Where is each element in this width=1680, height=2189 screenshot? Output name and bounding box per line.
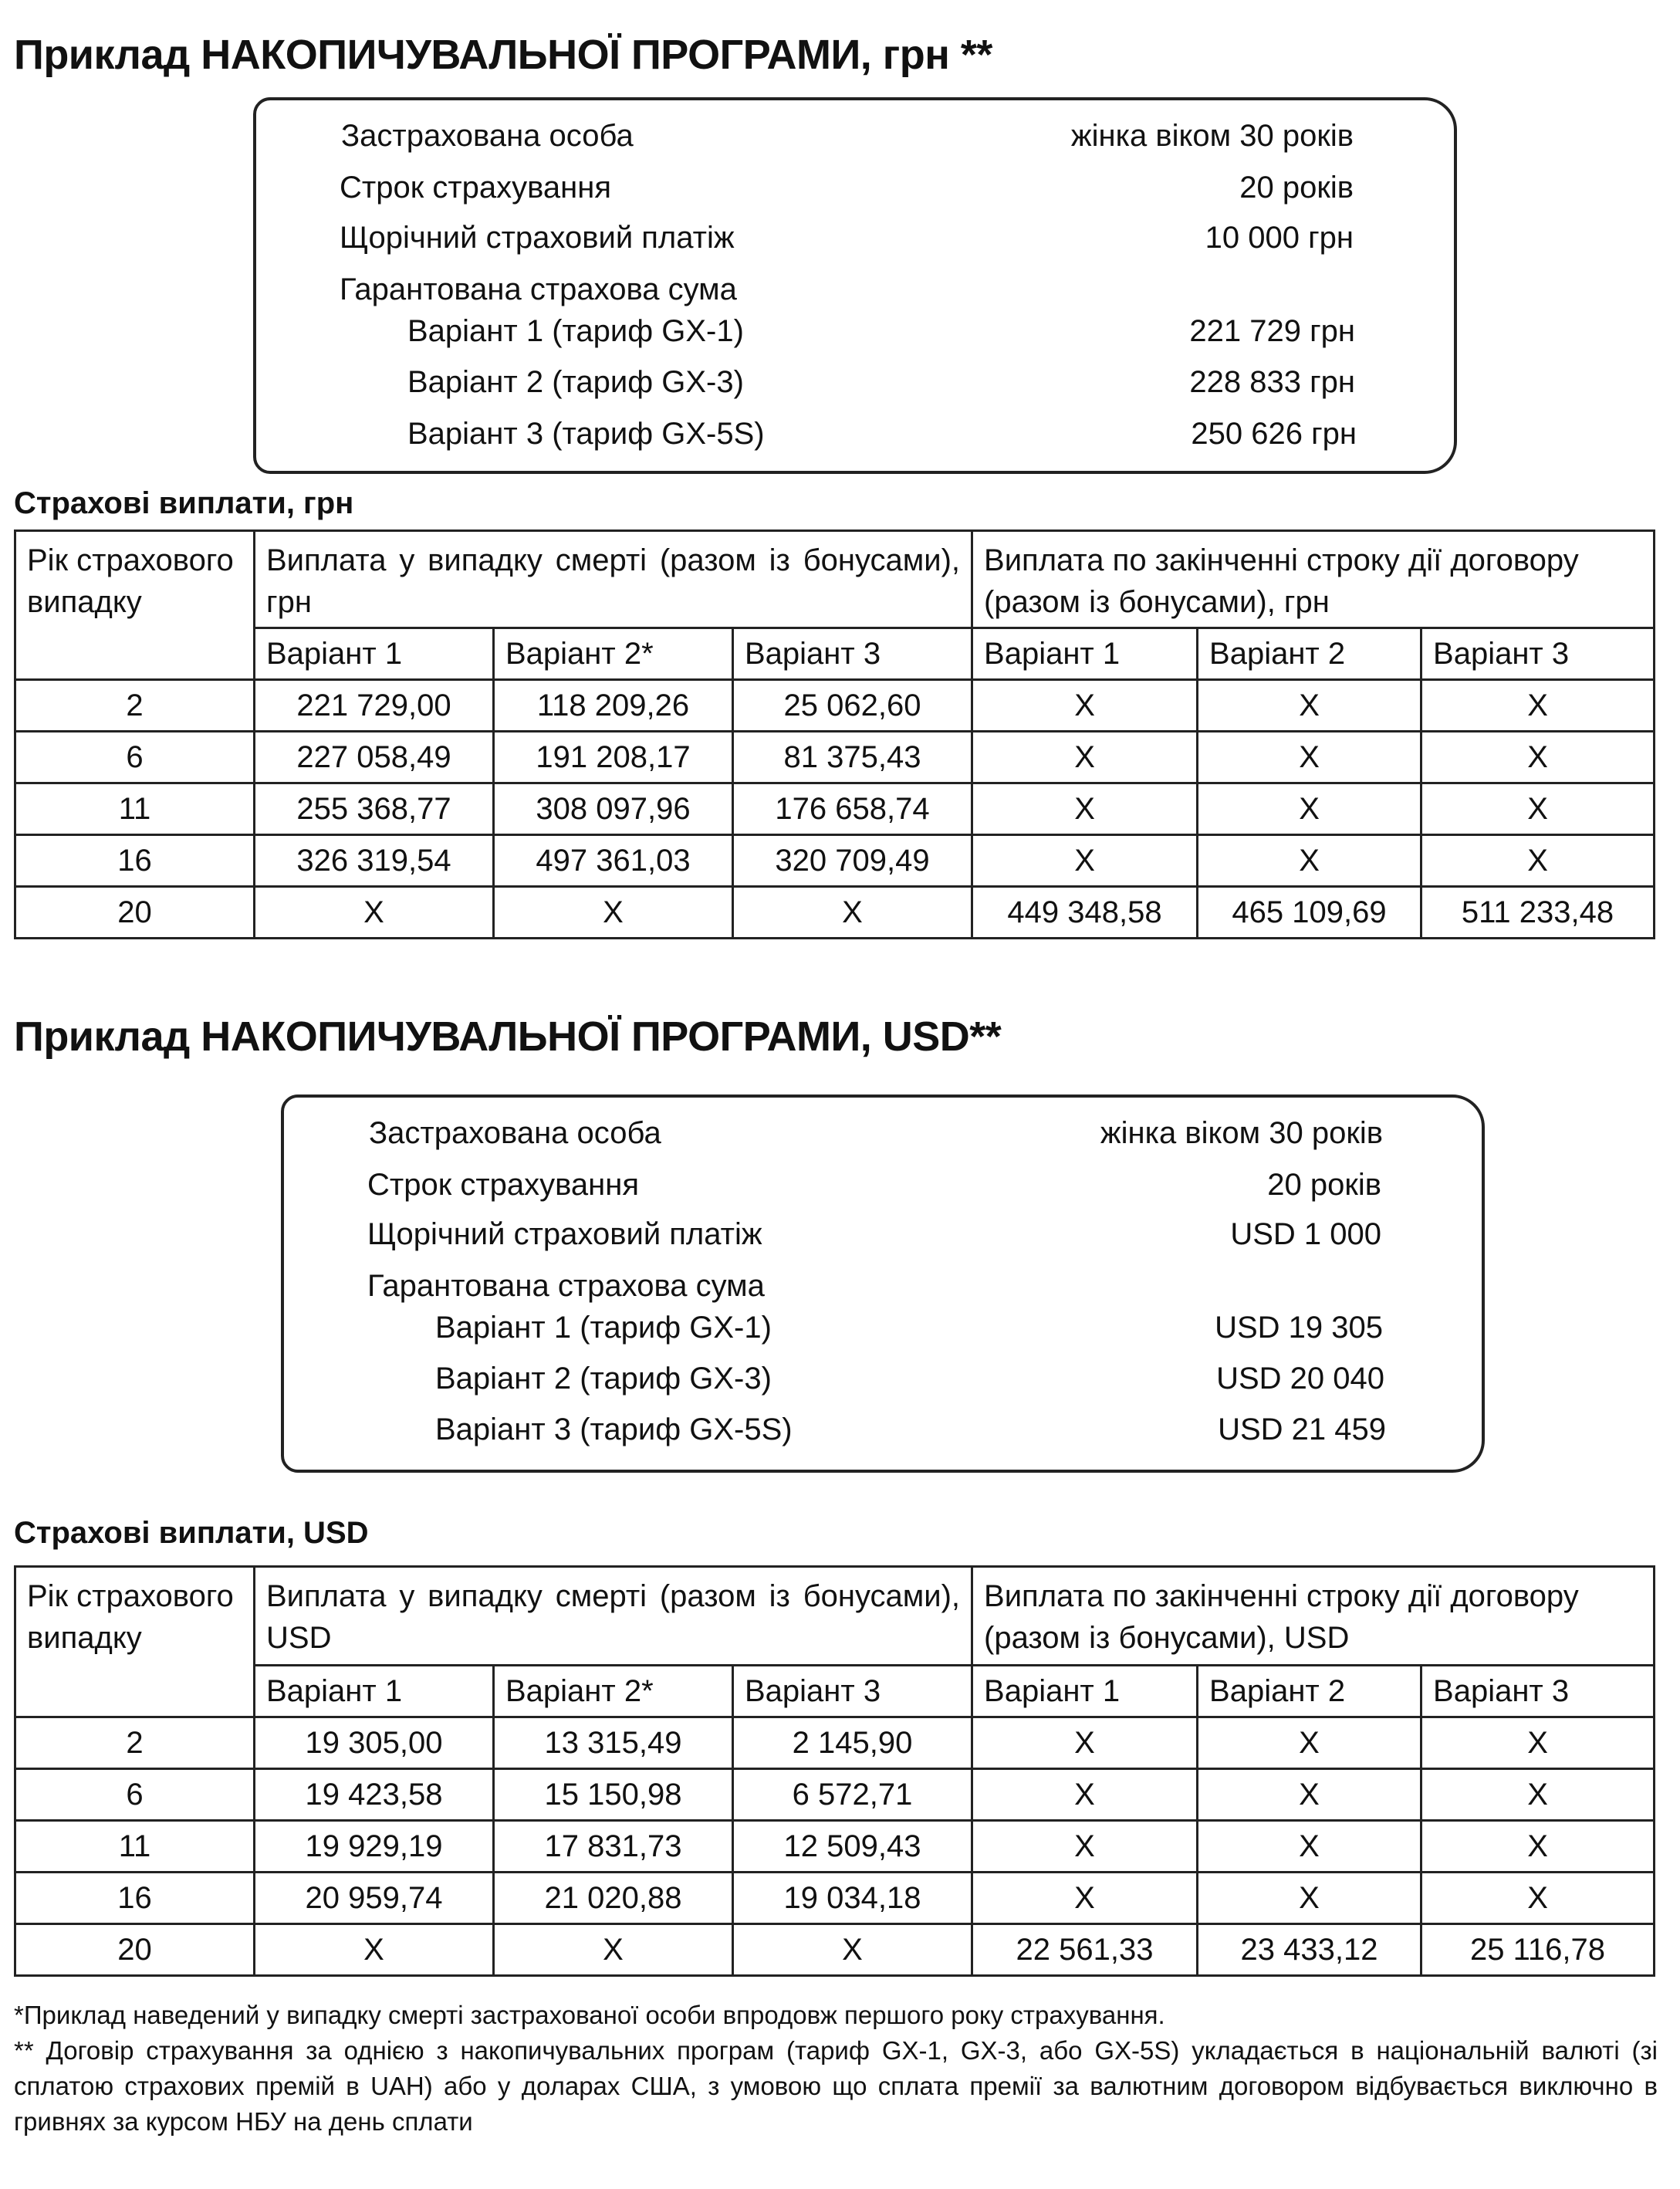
value-cell: X — [1198, 835, 1421, 887]
variant-header: Варіант 1 — [255, 1666, 494, 1717]
value-cell: X — [972, 732, 1198, 783]
table-row — [15, 680, 1655, 732]
value-cell: X — [972, 1821, 1198, 1873]
variant-value: 221 729 грн — [1189, 314, 1355, 348]
table-row — [15, 835, 1655, 887]
year-header: Рік страхового випадку — [15, 531, 255, 680]
value-cell: 19 423,58 — [255, 1769, 494, 1821]
payment-row — [256, 221, 1454, 267]
value-cell: X — [1421, 732, 1655, 783]
variant-header: Варіант 3 — [1421, 1666, 1655, 1717]
variant-row — [284, 1362, 1482, 1408]
value-cell: 19 305,00 — [255, 1717, 494, 1769]
value-cell: X — [1198, 732, 1421, 783]
value-cell: X — [1421, 680, 1655, 732]
payment-label: Щорічний страховий платіж — [340, 221, 735, 255]
term-row — [256, 171, 1454, 217]
value-cell: 221 729,00 — [255, 680, 494, 732]
payment-row — [284, 1217, 1482, 1264]
variant-header: Варіант 2* — [494, 1666, 733, 1717]
value-cell: 308 097,96 — [494, 783, 733, 835]
value-cell: X — [1198, 1717, 1421, 1769]
year-cell: 20 — [15, 1924, 255, 1976]
variant-label: Варіант 2 (тариф GX-3) — [435, 1362, 772, 1396]
variant-header: Варіант 1 — [972, 628, 1198, 680]
year-cell: 11 — [15, 783, 255, 835]
maturity-header: Виплата по закінченні строку дії договору (разом із бонусами), USD — [972, 1567, 1655, 1666]
value-cell: 227 058,49 — [255, 732, 494, 783]
usd-info-box — [281, 1094, 1485, 1473]
value-cell: X — [494, 1924, 733, 1976]
table-row — [15, 1924, 1655, 1976]
table-row — [15, 783, 1655, 835]
value-cell: 25 062,60 — [733, 680, 972, 732]
value-cell: X — [1198, 680, 1421, 732]
uah-info-box — [253, 97, 1457, 474]
value-cell: X — [255, 887, 494, 939]
value-cell: X — [1198, 1769, 1421, 1821]
uah-payouts-table — [14, 529, 1655, 939]
variant-value: USD 19 305 — [1215, 1311, 1383, 1345]
term-value: 20 років — [1239, 171, 1354, 205]
year-cell: 6 — [15, 732, 255, 783]
term-label: Строк страхування — [340, 171, 612, 205]
year-header: Рік страхового випадку — [15, 1567, 255, 1717]
value-cell: X — [1198, 1873, 1421, 1924]
variant-header: Варіант 1 — [972, 1666, 1198, 1717]
value-cell: 2 145,90 — [733, 1717, 972, 1769]
value-cell: 255 368,77 — [255, 783, 494, 835]
value-cell: X — [972, 1873, 1198, 1924]
value-cell: X — [1198, 1821, 1421, 1873]
variant-label: Варіант 3 (тариф GX-5S) — [407, 417, 765, 451]
insured-label: Застрахована особа — [369, 1116, 661, 1150]
usd-payouts-table — [14, 1565, 1655, 1977]
table-header-row — [15, 531, 1655, 628]
term-label: Строк страхування — [367, 1168, 640, 1202]
variant-row — [256, 417, 1454, 463]
variant-value: USD 21 459 — [1218, 1413, 1386, 1446]
value-cell: 15 150,98 — [494, 1769, 733, 1821]
value-cell: 118 209,26 — [494, 680, 733, 732]
value-cell: X — [1421, 1873, 1655, 1924]
value-cell: X — [1421, 1769, 1655, 1821]
insured-value: жінка віком 30 років — [1100, 1116, 1383, 1150]
death-header: Виплата у випадку смерті (разом із бонусами), грн — [255, 531, 972, 628]
sum-label: Гарантована страхова сума — [340, 272, 737, 306]
variant-row — [284, 1413, 1482, 1459]
term-row — [284, 1168, 1482, 1214]
value-cell: 19 929,19 — [255, 1821, 494, 1873]
variant-header: Варіант 2* — [494, 628, 733, 680]
insured-value: жінка віком 30 років — [1070, 119, 1354, 153]
uah-payouts-title: Страхові виплати, грн — [14, 486, 354, 520]
variant-row — [256, 365, 1454, 411]
value-cell: X — [1198, 783, 1421, 835]
sum-label: Гарантована страхова сума — [367, 1269, 765, 1303]
variant-row — [284, 1311, 1482, 1357]
year-cell: 2 — [15, 680, 255, 732]
variant-label: Варіант 3 (тариф GX-5S) — [435, 1413, 793, 1446]
value-cell: X — [972, 835, 1198, 887]
value-cell: X — [972, 1769, 1198, 1821]
table-header-row — [15, 1567, 1655, 1666]
value-cell: 511 233,48 — [1421, 887, 1655, 939]
variant-label: Варіант 2 (тариф GX-3) — [407, 365, 744, 399]
death-header: Виплата у випадку смерті (разом із бонусами), USD — [255, 1567, 972, 1666]
sum-row — [284, 1269, 1482, 1315]
variant-header: Варіант 3 — [1421, 628, 1655, 680]
value-cell: 465 109,69 — [1198, 887, 1421, 939]
variant-header-row — [15, 628, 1655, 680]
value-cell: 13 315,49 — [494, 1717, 733, 1769]
table-row — [15, 1873, 1655, 1924]
value-cell: X — [1421, 783, 1655, 835]
maturity-header: Виплата по закінченні строку дії договору (разом із бонусами), грн — [972, 531, 1655, 628]
payment-value: 10 000 грн — [1205, 221, 1354, 255]
year-cell: 16 — [15, 835, 255, 887]
footnote-1: *Приклад наведений у випадку смерті застрахованої особи впродовж першого року страхування. — [14, 2001, 1165, 2029]
value-cell: 81 375,43 — [733, 732, 972, 783]
value-cell: 21 020,88 — [494, 1873, 733, 1924]
table-row — [15, 1769, 1655, 1821]
value-cell: X — [972, 783, 1198, 835]
value-cell: X — [972, 680, 1198, 732]
value-cell: 449 348,58 — [972, 887, 1198, 939]
year-cell: 11 — [15, 1821, 255, 1873]
value-cell: 25 116,78 — [1421, 1924, 1655, 1976]
usd-payouts-title: Страхові виплати, USD — [14, 1516, 369, 1550]
term-value: 20 років — [1267, 1168, 1381, 1202]
year-cell: 20 — [15, 887, 255, 939]
variant-value: 228 833 грн — [1189, 365, 1355, 399]
value-cell: X — [733, 887, 972, 939]
variant-label: Варіант 1 (тариф GX-1) — [407, 314, 744, 348]
variant-header: Варіант 1 — [255, 628, 494, 680]
value-cell: 176 658,74 — [733, 783, 972, 835]
value-cell: X — [733, 1924, 972, 1976]
value-cell: 22 561,33 — [972, 1924, 1198, 1976]
value-cell: 320 709,49 — [733, 835, 972, 887]
value-cell: 19 034,18 — [733, 1873, 972, 1924]
variant-header: Варіант 2 — [1198, 628, 1421, 680]
table-row — [15, 732, 1655, 783]
payment-value: USD 1 000 — [1230, 1217, 1381, 1251]
value-cell: X — [1421, 835, 1655, 887]
table-row — [15, 887, 1655, 939]
value-cell: 326 319,54 — [255, 835, 494, 887]
value-cell: 23 433,12 — [1198, 1924, 1421, 1976]
table-row — [15, 1717, 1655, 1769]
value-cell: X — [255, 1924, 494, 1976]
table-row — [15, 1821, 1655, 1873]
variant-header: Варіант 3 — [733, 1666, 972, 1717]
variant-header-row — [15, 1666, 1655, 1717]
value-cell: X — [494, 887, 733, 939]
variant-label: Варіант 1 (тариф GX-1) — [435, 1311, 772, 1345]
sum-row — [256, 272, 1454, 319]
year-cell: 2 — [15, 1717, 255, 1769]
variant-value: 250 626 грн — [1191, 417, 1357, 451]
value-cell: X — [972, 1717, 1198, 1769]
value-cell: 6 572,71 — [733, 1769, 972, 1821]
uah-section-title: Приклад НАКОПИЧУВАЛЬНОЇ ПРОГРАМИ, грн ** — [14, 32, 992, 78]
value-cell: 20 959,74 — [255, 1873, 494, 1924]
value-cell: 497 361,03 — [494, 835, 733, 887]
insured-row — [256, 119, 1454, 165]
year-cell: 16 — [15, 1873, 255, 1924]
payment-label: Щорічний страховий платіж — [367, 1217, 762, 1251]
year-cell: 6 — [15, 1769, 255, 1821]
variant-row — [256, 314, 1454, 360]
value-cell: 17 831,73 — [494, 1821, 733, 1873]
value-cell: X — [1421, 1821, 1655, 1873]
footnote-2: ** Договір страхування за однією з накопичувальних програм (тариф GX-1, GX-3, або GX-5S) укладається в національній валюті (зі сплатою страхових премій в UAH) або у доларах США, з умовою що сплата премії за валютним договором відбувається виключно в гривнях за курсом НБУ на день сплати — [14, 2036, 1658, 2136]
variant-value: USD 20 040 — [1216, 1362, 1384, 1396]
insured-label: Застрахована особа — [341, 119, 634, 153]
usd-section-title: Приклад НАКОПИЧУВАЛЬНОЇ ПРОГРАМИ, USD** — [14, 1013, 1002, 1060]
value-cell: 191 208,17 — [494, 732, 733, 783]
variant-header: Варіант 2 — [1198, 1666, 1421, 1717]
insured-row — [284, 1116, 1482, 1162]
value-cell: X — [1421, 1717, 1655, 1769]
variant-header: Варіант 3 — [733, 628, 972, 680]
value-cell: 12 509,43 — [733, 1821, 972, 1873]
